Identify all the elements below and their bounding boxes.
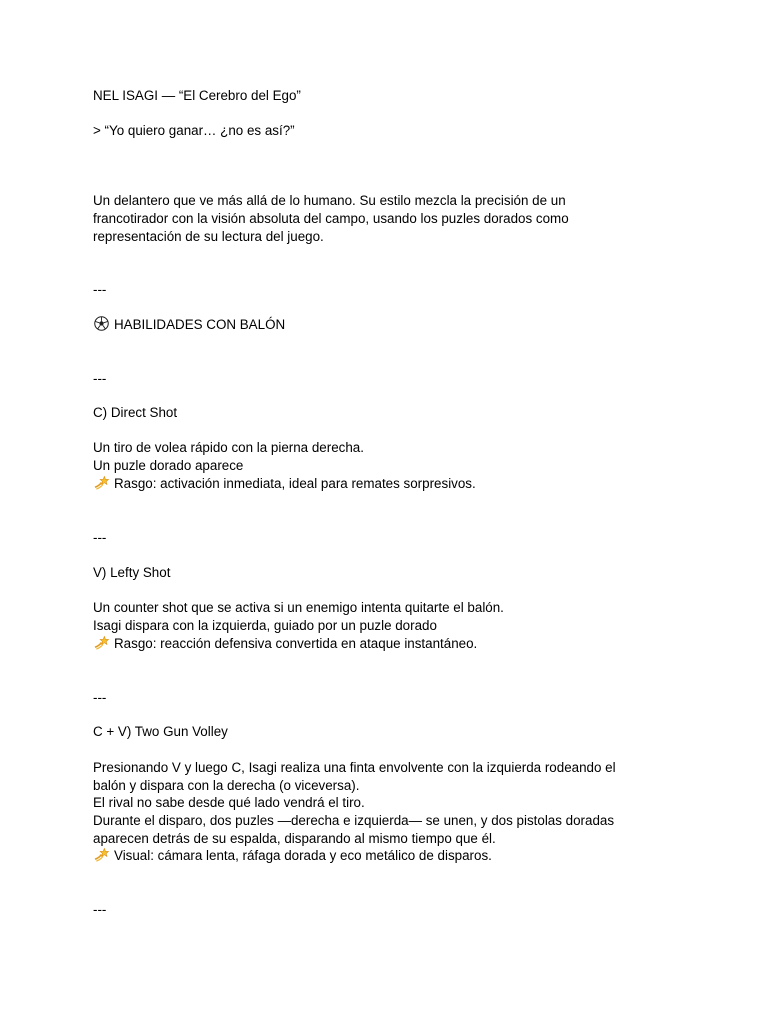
dizzy-star-icon xyxy=(93,475,110,490)
intro-line: representación de su lectura del juego. xyxy=(93,229,324,244)
quote-line: > “Yo quiero ganar… ¿no es así?” xyxy=(93,123,295,138)
separator: --- xyxy=(93,690,107,705)
separator: --- xyxy=(93,530,107,545)
skill-line: Presionando V y luego C, Isagi realiza una finta envolvente con la izquierda rodeando el xyxy=(93,760,616,775)
dizzy-star-icon xyxy=(93,847,110,862)
skill-line: Un puzle dorado aparece xyxy=(93,458,244,473)
skill-line: balón y dispara con la derecha (o viceversa). xyxy=(93,778,360,793)
skill-name: V) Lefty Shot xyxy=(93,565,171,580)
separator: --- xyxy=(93,902,107,917)
intro-line: Un delantero que ve más allá de lo humano. Su estilo mezcla la precisión de un xyxy=(93,193,566,208)
skill-trait xyxy=(93,475,476,493)
section-heading xyxy=(93,316,285,334)
skill-name: C) Direct Shot xyxy=(93,405,178,420)
skill-trait xyxy=(93,847,492,865)
soccer-ball-icon xyxy=(93,316,110,331)
skill-line: Un counter shot que se activa si un enemigo intenta quitarte el balón. xyxy=(93,600,504,615)
skill-trait-text: Rasgo: reacción defensiva convertida en ataque instantáneo. xyxy=(114,636,478,651)
skill-trait-text: Rasgo: activación inmediata, ideal para remates sorpresivos. xyxy=(114,476,476,491)
skill-line: El rival no sabe desde qué lado vendrá el tiro. xyxy=(93,795,365,810)
intro-line: francotirador con la visión absoluta del campo, usando los puzles dorados como xyxy=(93,211,569,226)
separator: --- xyxy=(93,282,107,297)
section-heading-text: HABILIDADES CON BALÓN xyxy=(114,317,286,332)
skill-line: Un tiro de volea rápido con la pierna derecha. xyxy=(93,440,364,455)
skill-trait-text: Visual: cámara lenta, ráfaga dorada y eco metálico de disparos. xyxy=(114,848,492,863)
skill-trait xyxy=(93,635,477,653)
skill-line: Durante el disparo, dos puzles —derecha e izquierda— se unen, y dos pistolas doradas xyxy=(93,813,615,828)
doc-title: NEL ISAGI — “El Cerebro del Ego” xyxy=(93,88,301,103)
skill-name: C + V) Two Gun Volley xyxy=(93,724,228,739)
skill-line: Isagi dispara con la izquierda, guiado por un puzle dorado xyxy=(93,618,437,633)
skill-line: aparecen detrás de su espalda, disparando al mismo tiempo que él. xyxy=(93,831,496,846)
dizzy-star-icon xyxy=(93,635,110,650)
separator: --- xyxy=(93,371,107,386)
